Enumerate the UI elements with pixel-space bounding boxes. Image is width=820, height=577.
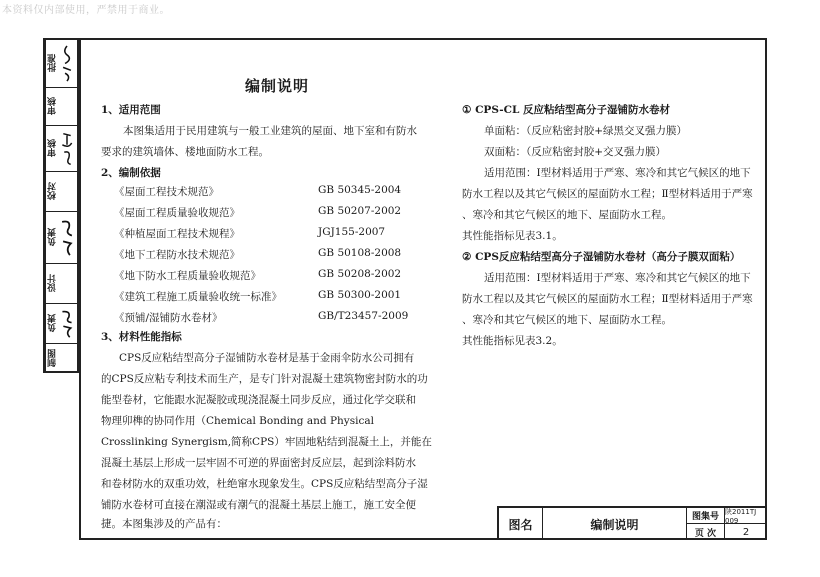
reference-name: 《预铺/湿铺防水卷材》 (114, 312, 223, 324)
reference-code: GB 50207-2002 (318, 205, 402, 217)
reference-code: GB 50345-2004 (318, 184, 402, 196)
sidebar-label: 负责 (45, 212, 61, 263)
sidebar-label: 审核 (45, 126, 61, 171)
sidebar-cell-design (45, 264, 77, 304)
paragraph-line: 适用范围：Ⅰ型材料适用于严寒、寒冷和其它气候区的地下 (484, 272, 751, 284)
paragraph-line: 、寒冷和其它气候区的地下、屋面防水工程。 (462, 314, 672, 326)
signature-icon (59, 216, 75, 259)
paragraph-line: 捷。本图集涉及的产品有： (101, 518, 227, 530)
signature-sidebar (43, 38, 79, 373)
sidebar-cell-review (45, 88, 77, 126)
drawing-name-value: 编制说明 (543, 508, 687, 540)
sidebar-label: 校对 (45, 172, 61, 211)
sidebar-cell-proofread (45, 172, 77, 212)
reference-code: GB/T23457-2009 (318, 310, 409, 322)
reference-code: GB 50108-2008 (318, 247, 402, 259)
signature-icon (59, 130, 75, 167)
product-heading-2: ② CPS反应粘结型高分子湿铺防水卷材（高分子膜双面粘） (462, 251, 741, 263)
atlas-number-label: 图集号 (687, 508, 725, 524)
atlas-number-value: 陕2011TJ 009 (725, 508, 767, 524)
reference-name: 《地下防水工程质量验收规范》 (114, 270, 261, 282)
page-number-label: 页 次 (687, 524, 725, 540)
section-heading-materials: 3、材料性能指标 (101, 331, 182, 343)
reference-name: 《地下工程防水技术规范》 (114, 249, 240, 261)
product-heading-1: ① CPS-CL 反应粘结型高分子湿铺防水卷材 (462, 104, 671, 116)
signature-icon (59, 308, 75, 339)
title-block (497, 506, 767, 540)
sidebar-cell-responsible-2 (45, 304, 77, 344)
paragraph-line: Crosslinking Synergism,简称CPS）牢固地粘结到混凝土上，并能在 (101, 436, 432, 448)
watermark-text: 本资料仅内部使用，严禁用于商业。 (2, 5, 170, 16)
paragraph-line: 适用范围：Ⅰ型材料适用于严寒、寒冷和其它气候区的地下 (484, 167, 751, 179)
signature-icon (59, 44, 75, 83)
paragraph-line: CPS反应粘结型高分子湿铺防水卷材是基于金雨伞防水公司拥有 (119, 352, 415, 364)
paragraph-line: 铺防水卷材可直接在潮湿或有潮气的混凝土基层上施工，施工安全便 (101, 499, 416, 511)
page-title: 编制说明 (245, 77, 310, 95)
section-heading-scope: 1、适用范围 (101, 104, 161, 116)
sidebar-cell-drafting (45, 344, 77, 373)
section-heading-basis: 2、编制依据 (101, 167, 161, 179)
paragraph-line: 能型卷材，它能跟水泥凝胶或现浇混凝土同步反应，通过化学交联和 (101, 394, 416, 406)
sidebar-cell-review-2 (45, 126, 77, 172)
drawing-name-label: 图名 (499, 508, 543, 540)
reference-name: 《种植屋面工程技术规程》 (114, 228, 240, 240)
sidebar-label: 设计 (45, 264, 61, 303)
paragraph-line: 其性能指标见表3.2。 (462, 335, 563, 347)
paragraph-line: 双面粘：（反应粘密封胶+交叉强力膜） (484, 146, 667, 158)
paragraph-line: 混凝土基层上形成一层牢固不可逆的界面密封反应层，起到涂料防水 (101, 457, 416, 469)
reference-code: GB 50208-2002 (318, 268, 402, 280)
paragraph-line: 其性能指标见表3.1。 (462, 230, 563, 242)
paragraph-line: 、寒冷和其它气候区的地下、屋面防水工程。 (462, 209, 672, 221)
reference-name: 《建筑工程施工质量验收统一标准》 (114, 291, 282, 303)
reference-name: 《屋面工程质量验收规范》 (114, 207, 240, 219)
sidebar-label: 审核 (45, 88, 61, 125)
sidebar-label: 批准 (45, 40, 61, 87)
paragraph-line: 防水工程以及其它气候区的屋面防水工程；Ⅱ型材料适用于严寒 (462, 188, 753, 200)
paragraph-line: 本图集适用于民用建筑与一般工业建筑的屋面、地下室和有防水 (123, 125, 417, 137)
paragraph-line: 物理卯榫的协同作用（Chemical Bonding and Physical (101, 415, 374, 427)
sidebar-label: 负责 (45, 304, 61, 343)
sidebar-cell-responsible (45, 212, 77, 264)
paragraph-line: 防水工程以及其它气候区的屋面防水工程；Ⅱ型材料适用于严寒 (462, 293, 753, 305)
paragraph-line: 的CPS反应粘专利技术而生产，是专门针对混凝土建筑物密封防水的功 (101, 373, 428, 385)
page-number-value: 2 (742, 526, 750, 538)
reference-code: GB 50300-2001 (318, 289, 402, 301)
paragraph-line: 单面粘：（反应粘密封胶+绿黑交叉强力膜） (484, 125, 688, 137)
sidebar-cell-approve (45, 40, 77, 88)
paragraph-line: 和卷材防水的双重功效，杜绝窜水现象发生。CPS反应粘结型高分子湿 (101, 478, 428, 490)
sidebar-label: 制图 (45, 344, 61, 373)
reference-code: JGJ155-2007 (318, 226, 386, 238)
paragraph-line: 要求的建筑墙体、楼地面防水工程。 (101, 146, 269, 158)
reference-name: 《屋面工程技术规范》 (114, 186, 219, 198)
